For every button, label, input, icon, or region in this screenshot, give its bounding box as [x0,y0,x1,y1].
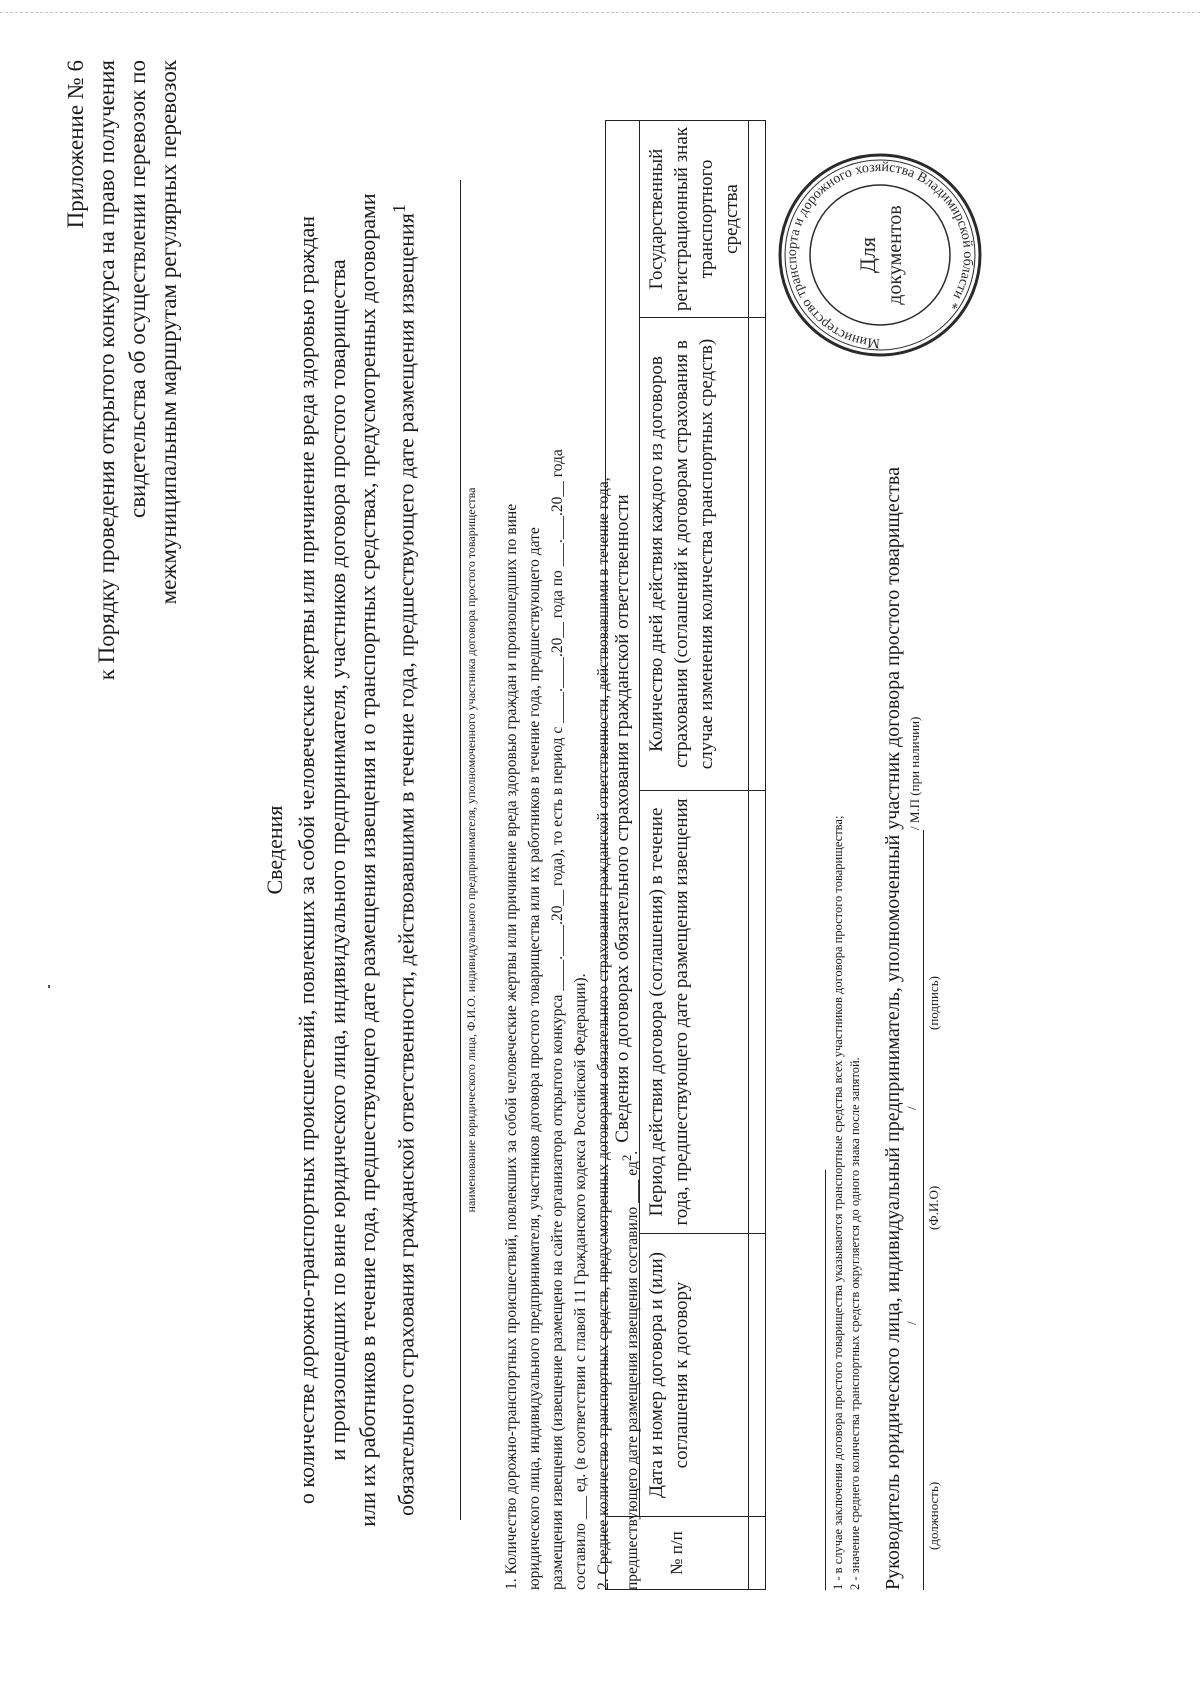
col-period-header: Период действия договора (соглашения) в течение года, предшествующего дате размещения извещения [640,791,749,1234]
table-row [749,121,766,1590]
name-fill-line [460,180,461,1520]
official-seal [775,150,985,360]
seal-center-line2: документов [884,205,906,305]
subtitle-line: о количестве дорожно-транспортных происшествий, повлекших за собой человеческие жертвы или причинение вреда здоровью граждан [294,215,319,1505]
col-contract-header: Дата и номер договора и (или) соглашения к договору [640,1234,749,1517]
subtitle-line: или их работников в течение года, предшествующего дате размещения извещения и о транспортных средствах, предусмотренных договорами [355,193,380,1527]
paragraph-line: 1. Количество дорожно-транспортных происшествий, повлекших за собой человеческие жертвы или причинение вреда здоровью граждан и произошедших по вине [503,503,520,1590]
appendix-line: межмуниципальным маршрутам регулярных перевозок [156,60,181,605]
col-number-header: № п/п [606,1517,749,1590]
signature-slash: / [904,1321,919,1325]
col-plate-header: Государственный регистрационный знак транспортного средства [640,121,749,318]
paragraph-line: предшествующего дате размещения извещения составило ___ ед [624,1161,642,1590]
insurance-table [605,120,766,1590]
signature-heading: Руководитель юридического лица, индивидуальный предприниматель, уполномоченный участник договора простого товарищества [882,467,904,1590]
stamp-place-label: / М.П (при наличии) [907,716,922,830]
footnote: 1 - в случае заключения договора простого товарищества указываются транспортные средства всех участников договора простого товарищества; [831,815,845,1590]
table-cell[interactable] [749,791,766,1234]
scan-top-edge [0,0,1200,13]
table-cell[interactable] [749,318,766,791]
paragraph-line: составило ___ ед. (в соответствии с главой 11 Гражданского кодекса Российской Федерации). [572,973,589,1590]
rotated-document [30,30,1140,1670]
subtitle-line: и произошедших по вине юридического лица, индивидуального предпринимателя, участников договора простого товарищества [324,259,350,1461]
appendix-header [60,60,184,820]
name-caption: наименование юридического лица, Ф.И.О. индивидуального предпринимателя, уполномоченного участника договора простого товарищества [464,487,478,1213]
document-subtitle [292,110,421,1610]
col-days-header: Количество дней действия каждого из договоров страхования (соглашений к договорам страхования в случае изменения количества транспортных средств) [640,318,749,791]
footnote-mark: 2 [619,1154,634,1162]
paragraph-line: размещения извещения (извещение размещено на сайте организатора открытого конкурса ____.____.20__ года), то есть в период с ____.____.20__ года по ___.___.20__ года [549,449,566,1590]
footnotes [830,190,864,1590]
footnote-divider [825,1170,826,1590]
table-cell[interactable] [749,1517,766,1590]
appendix-line: свидетельства об осуществлении перевозок по [125,60,150,519]
subtitle-line: обязательного страхования гражданской ответственности, действовавшими в течение года, предшествующего дате размещения извещения [392,213,418,1517]
appendix-number: Приложение № 6 [63,60,88,229]
table-cell[interactable] [749,121,766,318]
document-title: Сведения [262,805,287,895]
table-cell[interactable] [749,1234,766,1517]
caption-position: (должность) [926,1481,941,1550]
paragraph-line: 2. Среднее количество транспортных средств, предусмотренных договорами обязательного страхования гражданской ответственности, действовавшими в течение года, [595,477,612,1590]
seal-center-line1: Для [855,236,880,274]
caption-name: (Ф.И.О) [926,1185,941,1230]
seal-outer-text: Министерство транспорта и дорожного хозяйства Владимирской области * [784,159,976,351]
appendix-line: к Порядку проведения открытого конкурса на право получения [94,60,119,681]
footnote: 2 - значение среднего количества транспортных средств округляется до одного знака после запятой. [848,1057,862,1590]
seal-center-ring [810,185,950,325]
table-group-header: Сведения о договорах обязательного страхования гражданской ответственности [606,121,640,1517]
footnote-mark: 1 [388,203,409,214]
signature-slash: / [904,1106,919,1110]
signature-line [923,830,924,1590]
paragraph-end: . [624,1150,642,1155]
paragraph-line: юридического лица, индивидуального предпринимателя, участников договора простого товарищества или их работников в течение года, предшествующего дате [526,527,543,1590]
caption-signature: (подпись) [926,976,941,1030]
